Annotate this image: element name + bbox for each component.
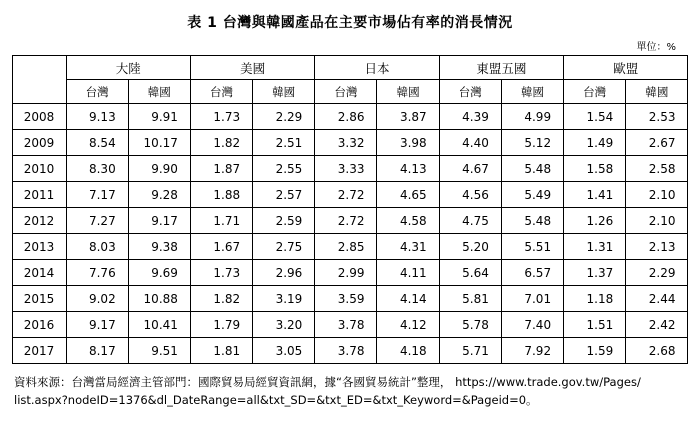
source-line-2: list.aspx?nodeID=1376&dl_DateRange=all&txt_SD=&txt_ED=&txt_Keyword=&Pageid=0。 (14, 392, 538, 407)
sub-header-eu-taiwan: 台灣 (564, 80, 626, 104)
cell-value: 2.72 (315, 208, 377, 234)
cell-value: 4.18 (377, 338, 439, 364)
market-share-table (12, 55, 689, 364)
market-header-japan: 日本 (315, 56, 439, 80)
cell-value: 5.71 (439, 338, 501, 364)
cell-value: 5.48 (501, 156, 563, 182)
table-header-row-markets (12, 56, 688, 80)
cell-value: 1.54 (564, 104, 626, 130)
cell-value: 9.17 (128, 208, 190, 234)
cell-value: 10.41 (128, 312, 190, 338)
cell-value: 4.14 (377, 286, 439, 312)
cell-value: 3.33 (315, 156, 377, 182)
cell-value: 4.99 (501, 104, 563, 130)
cell-value: 8.17 (66, 338, 128, 364)
cell-value: 1.59 (564, 338, 626, 364)
cell-value: 2.51 (253, 130, 315, 156)
cell-value: 2.96 (253, 260, 315, 286)
cell-value: 2.10 (626, 182, 688, 208)
table-header (12, 56, 688, 104)
cell-value: 9.38 (128, 234, 190, 260)
row-year: 2010 (12, 156, 66, 182)
cell-value: 4.39 (439, 104, 501, 130)
cell-value: 5.12 (501, 130, 563, 156)
cell-value: 2.13 (626, 234, 688, 260)
sub-header-japan-korea: 韓國 (377, 80, 439, 104)
cell-value: 2.10 (626, 208, 688, 234)
cell-value: 1.87 (190, 156, 252, 182)
unit-label: 單位：% (636, 42, 676, 53)
cell-value: 5.20 (439, 234, 501, 260)
row-year: 2014 (12, 260, 66, 286)
cell-value: 1.81 (190, 338, 252, 364)
cell-value: 2.44 (626, 286, 688, 312)
cell-value: 1.82 (190, 130, 252, 156)
cell-value: 9.69 (128, 260, 190, 286)
cell-value: 9.28 (128, 182, 190, 208)
cell-value: 4.13 (377, 156, 439, 182)
row-year: 2016 (12, 312, 66, 338)
cell-value: 5.49 (501, 182, 563, 208)
cell-value: 2.85 (315, 234, 377, 260)
cell-value: 4.67 (439, 156, 501, 182)
cell-value: 2.59 (253, 208, 315, 234)
market-header-mainland: 大陸 (66, 56, 190, 80)
cell-value: 2.53 (626, 104, 688, 130)
cell-value: 2.67 (626, 130, 688, 156)
cell-value: 3.32 (315, 130, 377, 156)
cell-value: 1.49 (564, 130, 626, 156)
cell-value: 8.03 (66, 234, 128, 260)
cell-value: 7.17 (66, 182, 128, 208)
cell-value: 5.48 (501, 208, 563, 234)
cell-value: 3.20 (253, 312, 315, 338)
table-row (12, 130, 688, 156)
market-header-usa: 美國 (190, 56, 314, 80)
cell-value: 1.41 (564, 182, 626, 208)
table-row (12, 312, 688, 338)
cell-value: 9.13 (66, 104, 128, 130)
cell-value: 8.54 (66, 130, 128, 156)
source-line-1: 資料來源：台灣當局經濟主管部門：國際貿易局經貿資訊網，據“各國貿易統計”整理， https://www.trade.gov.tw/Pages/ (14, 375, 641, 389)
table-row (12, 286, 688, 312)
table-row (12, 156, 688, 182)
cell-value: 3.78 (315, 338, 377, 364)
sub-header-asean5-korea: 韓國 (501, 80, 563, 104)
table-row (12, 234, 688, 260)
sub-header-asean5-taiwan: 台灣 (439, 80, 501, 104)
cell-value: 7.40 (501, 312, 563, 338)
cell-value: 10.17 (128, 130, 190, 156)
cell-value: 4.58 (377, 208, 439, 234)
table-header-row-subs (12, 80, 688, 104)
table-row (12, 104, 688, 130)
cell-value: 1.79 (190, 312, 252, 338)
cell-value: 5.78 (439, 312, 501, 338)
cell-value: 8.30 (66, 156, 128, 182)
market-header-eu: 歐盟 (564, 56, 688, 80)
cell-value: 2.57 (253, 182, 315, 208)
sub-header-mainland-taiwan: 台灣 (66, 80, 128, 104)
cell-value: 2.68 (626, 338, 688, 364)
cell-value: 3.05 (253, 338, 315, 364)
cell-value: 1.31 (564, 234, 626, 260)
cell-value: 4.40 (439, 130, 501, 156)
sub-header-usa-korea: 韓國 (253, 80, 315, 104)
cell-value: 1.73 (190, 104, 252, 130)
cell-value: 4.11 (377, 260, 439, 286)
document-page (0, 8, 700, 431)
cell-value: 1.71 (190, 208, 252, 234)
cell-value: 4.31 (377, 234, 439, 260)
table-row (12, 260, 688, 286)
cell-value: 7.27 (66, 208, 128, 234)
cell-value: 7.76 (66, 260, 128, 286)
cell-value: 4.12 (377, 312, 439, 338)
cell-value: 1.18 (564, 286, 626, 312)
cell-value: 4.75 (439, 208, 501, 234)
cell-value: 1.73 (190, 260, 252, 286)
cell-value: 5.64 (439, 260, 501, 286)
source-note (14, 374, 684, 410)
cell-value: 5.81 (439, 286, 501, 312)
cell-value: 9.51 (128, 338, 190, 364)
cell-value: 4.56 (439, 182, 501, 208)
table-row (12, 208, 688, 234)
table-row (12, 182, 688, 208)
row-year: 2011 (12, 182, 66, 208)
table-body (12, 104, 688, 364)
page-title: 表 1 台灣與韓國產品在主要市場佔有率的消長情況 (187, 15, 513, 31)
cell-value: 9.90 (128, 156, 190, 182)
cell-value: 3.19 (253, 286, 315, 312)
cell-value: 9.02 (66, 286, 128, 312)
cell-value: 1.37 (564, 260, 626, 286)
cell-value: 7.01 (501, 286, 563, 312)
cell-value: 2.29 (253, 104, 315, 130)
cell-value: 1.88 (190, 182, 252, 208)
cell-value: 4.65 (377, 182, 439, 208)
cell-value: 3.87 (377, 104, 439, 130)
cell-value: 1.26 (564, 208, 626, 234)
cell-value: 1.82 (190, 286, 252, 312)
sub-header-eu-korea: 韓國 (626, 80, 688, 104)
row-year: 2012 (12, 208, 66, 234)
cell-value: 7.92 (501, 338, 563, 364)
cell-value: 2.75 (253, 234, 315, 260)
market-header-asean5: 東盟五國 (439, 56, 563, 80)
cell-value: 10.88 (128, 286, 190, 312)
cell-value: 2.99 (315, 260, 377, 286)
sub-header-usa-taiwan: 台灣 (190, 80, 252, 104)
cell-value: 1.67 (190, 234, 252, 260)
cell-value: 1.58 (564, 156, 626, 182)
cell-value: 2.29 (626, 260, 688, 286)
row-year: 2017 (12, 338, 66, 364)
cell-value: 2.86 (315, 104, 377, 130)
year-column-header (12, 56, 66, 104)
cell-value: 3.78 (315, 312, 377, 338)
cell-value: 3.59 (315, 286, 377, 312)
cell-value: 2.55 (253, 156, 315, 182)
cell-value: 2.72 (315, 182, 377, 208)
cell-value: 6.57 (501, 260, 563, 286)
cell-value: 5.51 (501, 234, 563, 260)
row-year: 2008 (12, 104, 66, 130)
cell-value: 3.98 (377, 130, 439, 156)
cell-value: 2.42 (626, 312, 688, 338)
cell-value: 2.58 (626, 156, 688, 182)
row-year: 2009 (12, 130, 66, 156)
cell-value: 9.17 (66, 312, 128, 338)
table-row (12, 338, 688, 364)
sub-header-mainland-korea: 韓國 (128, 80, 190, 104)
row-year: 2013 (12, 234, 66, 260)
sub-header-japan-taiwan: 台灣 (315, 80, 377, 104)
cell-value: 1.51 (564, 312, 626, 338)
row-year: 2015 (12, 286, 66, 312)
cell-value: 9.91 (128, 104, 190, 130)
